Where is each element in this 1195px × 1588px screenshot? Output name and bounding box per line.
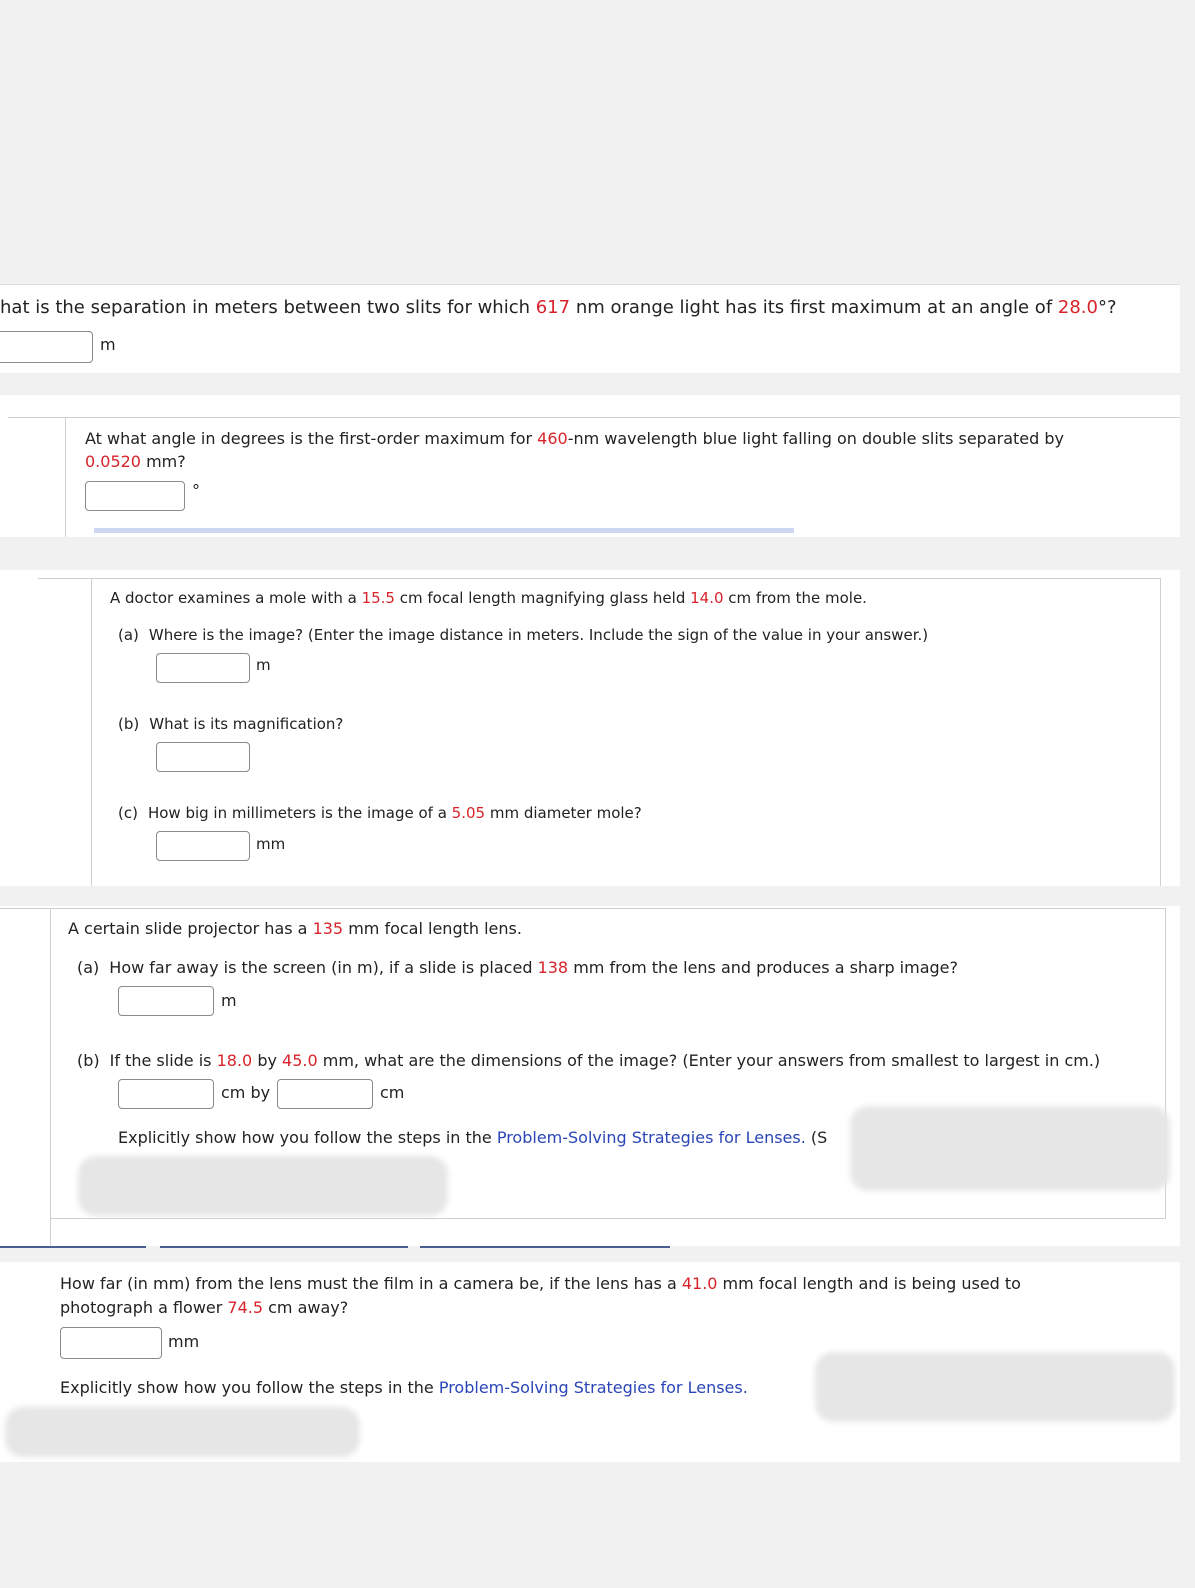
q3-right-border	[1160, 578, 1161, 886]
q4-part-a-input[interactable]	[118, 986, 214, 1016]
q4-part-b-text-b: by	[252, 1051, 283, 1070]
question-5-line-1	[60, 1274, 1021, 1293]
answer-area-strip	[0, 1246, 670, 1250]
q2-top-divider	[8, 417, 1180, 418]
q3-part-a-unit: m	[256, 656, 271, 674]
q3-part-b-text	[118, 715, 343, 733]
q4-part-b-text	[77, 1051, 1100, 1070]
q4-part-a-text	[77, 958, 958, 977]
question-2-panel	[0, 395, 1180, 537]
q1-text-a: hat is the separation in meters between two slits for which	[0, 297, 536, 318]
q4-explicit-text-b: (S	[805, 1128, 828, 1147]
strip-line-2	[160, 1246, 408, 1248]
q4-part-b-tag: (b)	[77, 1051, 100, 1070]
q4-bottom-divider	[50, 1218, 1166, 1219]
q2-answer-input[interactable]	[85, 481, 185, 511]
q1-value-angle: 28.0	[1057, 297, 1098, 318]
q2-value-wavelength: 460	[537, 429, 568, 448]
q2-unit: °	[192, 481, 200, 500]
q3-text-b: cm focal length magnifying glass held	[394, 589, 691, 607]
q3-text-c: cm from the mole.	[723, 589, 867, 607]
q4-part-b-unit-1: cm by	[221, 1083, 271, 1102]
question-5-line-2	[60, 1298, 348, 1317]
q1-answer-input[interactable]	[0, 331, 93, 363]
strip-line-1	[0, 1246, 146, 1248]
q4-left-border	[50, 908, 51, 1246]
q4-part-b-value-1: 18.0	[216, 1051, 253, 1070]
q3-part-c-input[interactable]	[156, 831, 250, 861]
q4-part-a-unit: m	[221, 991, 237, 1010]
q5-redacted-area-right	[815, 1352, 1175, 1422]
q3-part-a-input[interactable]	[156, 653, 250, 683]
q3-text-a: A doctor examines a mole with a	[110, 589, 362, 607]
q2-highlight-bar	[94, 528, 794, 533]
q4-part-a-text-a: How far away is the screen (in m), if a slide is placed	[109, 958, 538, 977]
q5-unit: mm	[168, 1332, 200, 1351]
q3-left-border	[91, 578, 92, 886]
q3-part-c-value: 5.05	[451, 804, 486, 822]
question-4-panel	[0, 906, 1180, 1246]
q3-part-a-tag: (a)	[118, 626, 139, 644]
question-2-line-1	[85, 429, 1064, 448]
q1-text-c: °?	[1097, 297, 1117, 318]
q4-part-b-text-a: If the slide is	[109, 1051, 217, 1070]
q2-value-separation: 0.0520	[85, 452, 141, 471]
q2-text-a: At what angle in degrees is the first-order maximum for	[85, 429, 538, 448]
q4-part-b-input-1[interactable]	[118, 1079, 214, 1109]
q4-part-b-input-2[interactable]	[277, 1079, 373, 1109]
question-5-panel	[0, 1262, 1180, 1462]
q3-part-c-tag: (c)	[118, 804, 138, 822]
q2-left-border	[65, 417, 66, 537]
q3-part-a-question: Where is the image? (Enter the image distance in meters. Include the sign of the value in your answer.)	[148, 626, 929, 644]
strip-line-3	[420, 1246, 670, 1248]
question-1-panel	[0, 284, 1180, 373]
q3-part-b-tag: (b)	[118, 715, 140, 733]
q4-part-b-unit-2: cm	[380, 1083, 405, 1102]
q4-text-b: mm focal length lens.	[343, 919, 522, 938]
q3-part-c-text-a: How big in millimeters is the image of a	[147, 804, 452, 822]
q3-part-c-text-b: mm diameter mole?	[485, 804, 642, 822]
q5-text-b: mm focal length and is being used to	[717, 1274, 1021, 1293]
q4-part-a-value: 138	[537, 958, 569, 977]
question-3-panel	[0, 570, 1180, 886]
q4-part-a-tag: (a)	[77, 958, 100, 977]
question-1-text	[0, 297, 1117, 318]
q3-value-distance: 14.0	[690, 589, 724, 607]
q4-redacted-area-left	[78, 1156, 448, 1216]
q5-answer-input[interactable]	[60, 1327, 162, 1359]
question-2-line-2	[85, 452, 186, 471]
q4-strategies-link[interactable]: Problem-Solving Strategies for Lenses.	[496, 1128, 806, 1147]
q4-redacted-area-right	[850, 1106, 1170, 1191]
q5-line2-a: photograph a flower	[60, 1298, 228, 1317]
q4-explicit-text	[118, 1128, 827, 1147]
q1-unit: m	[100, 335, 116, 354]
q3-part-a-text	[118, 626, 928, 644]
q3-part-c-text	[118, 804, 642, 822]
q3-value-focal: 15.5	[361, 589, 395, 607]
q5-text-a: How far (in mm) from the lens must the film in a camera be, if the lens has a	[60, 1274, 682, 1293]
q4-value-focal: 135	[312, 919, 344, 938]
q4-explicit-text-a: Explicitly show how you follow the steps in the	[118, 1128, 497, 1147]
q5-value-focal: 41.0	[681, 1274, 718, 1293]
q5-value-distance: 74.5	[227, 1298, 264, 1317]
q5-explicit-text	[60, 1378, 748, 1397]
q3-part-b-input[interactable]	[156, 742, 250, 772]
q3-top-divider	[38, 578, 1160, 579]
q4-part-a-text-b: mm from the lens and produces a sharp image?	[568, 958, 959, 977]
q4-part-b-text-c: mm, what are the dimensions of the image? (Enter your answers from smallest to largest in cm.)	[317, 1051, 1101, 1070]
q2-text-c: mm?	[140, 452, 186, 471]
q4-text-a: A certain slide projector has a	[68, 919, 313, 938]
q3-part-b-question: What is its magnification?	[149, 715, 344, 733]
q1-text-b: nm orange light has its first maximum at an angle of	[570, 297, 1058, 318]
q5-redacted-area-left	[5, 1407, 360, 1457]
q2-text-b: -nm wavelength blue light falling on double slits separated by	[567, 429, 1064, 448]
q3-part-c-unit: mm	[256, 835, 286, 853]
q5-explicit-text-a: Explicitly show how you follow the steps in the	[60, 1378, 439, 1397]
q4-top-divider	[0, 908, 1166, 909]
q4-part-b-value-2: 45.0	[282, 1051, 318, 1070]
q1-value-wavelength: 617	[535, 297, 571, 318]
question-3-text	[110, 589, 867, 607]
q5-strategies-link[interactable]: Problem-Solving Strategies for Lenses.	[438, 1378, 748, 1397]
question-4-text	[68, 919, 522, 938]
q5-line2-b: cm away?	[263, 1298, 349, 1317]
